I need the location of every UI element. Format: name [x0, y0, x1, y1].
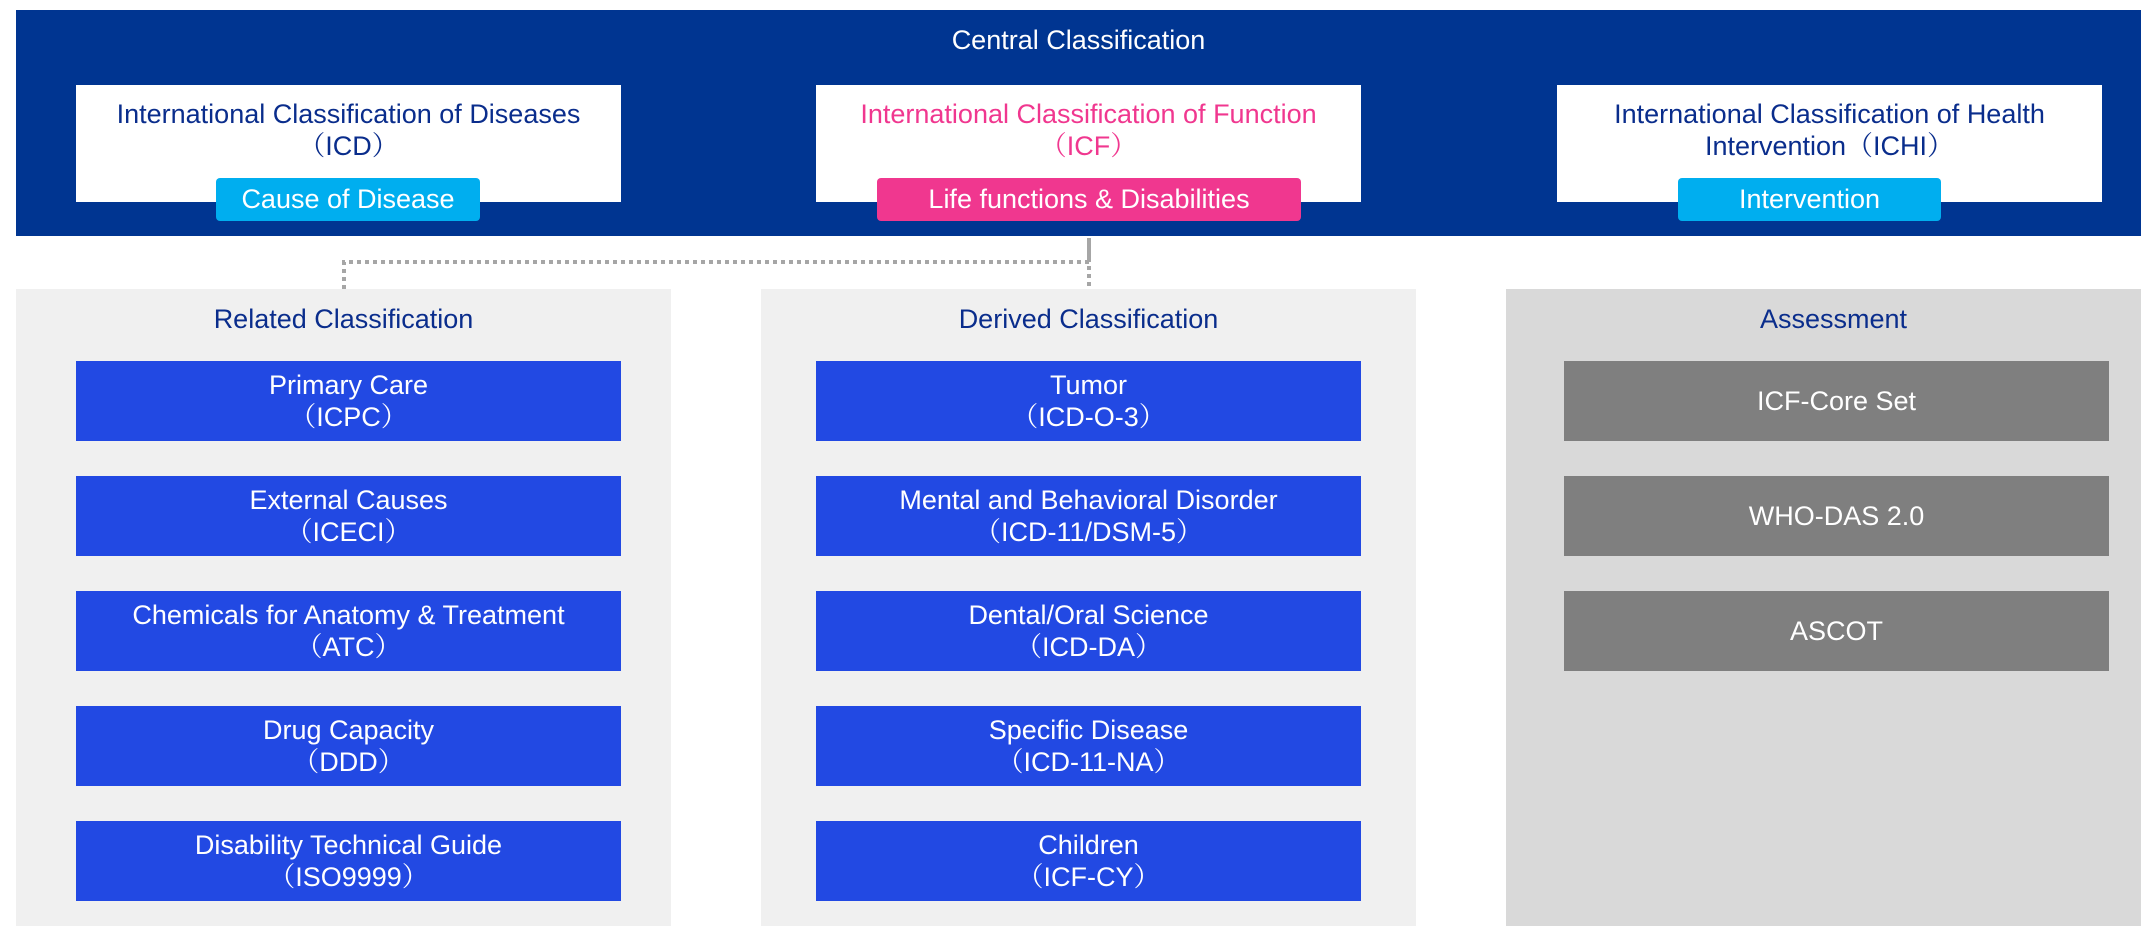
assessment-item: WHO-DAS 2.0	[1564, 476, 2109, 556]
assessment-item: ICF-Core Set	[1564, 361, 2109, 441]
assessment-item: ASCOT	[1564, 591, 2109, 671]
related-item	[76, 361, 621, 441]
derived-item-line1: Dental/Oral Science	[968, 600, 1209, 630]
icf-tag: Life functions & Disabilities	[877, 178, 1301, 221]
related-item-line2: （ISO9999）	[268, 862, 429, 892]
derived-item-line1: Specific Disease	[988, 715, 1189, 745]
related-item-line1: External Causes	[249, 485, 448, 515]
icd-card-title-line2: （ICD）	[298, 131, 399, 161]
derived-item-line1: Mental and Behavioral Disorder	[899, 485, 1278, 515]
related-classification-title: Related Classification	[213, 303, 474, 334]
icd-card-title-line1: International Classification of Diseases	[116, 99, 581, 129]
related-item-line2: （ICPC）	[289, 402, 408, 432]
related-item-line2: （ATC）	[295, 632, 402, 662]
related-item-line2: （ICECI）	[285, 517, 412, 547]
derived-item-line1: Children	[1038, 830, 1139, 860]
icf-card-title-line2: （ICF）	[1039, 131, 1138, 161]
derived-item	[816, 821, 1361, 901]
derived-item	[816, 361, 1361, 441]
related-item-line1: Drug Capacity	[262, 715, 435, 745]
central-classification-title: Central Classification	[951, 24, 1206, 55]
derived-item-line2: （ICD-O-3）	[1011, 402, 1166, 432]
icd-tag: Cause of Disease	[216, 178, 480, 221]
derived-item-line2: （ICD-11-NA）	[996, 747, 1181, 777]
related-item-line1: Primary Care	[268, 370, 429, 400]
assessment-title: Assessment	[1759, 303, 1908, 334]
related-item-line2: （DDD）	[292, 747, 405, 777]
related-item	[76, 591, 621, 671]
related-item-line1: Chemicals for Anatomy & Treatment	[132, 600, 565, 630]
icf-card-title-line1: International Classification of Function	[860, 99, 1317, 129]
derived-item-line2: （ICF-CY）	[1016, 862, 1161, 892]
derived-item-line2: （ICD-11/DSM-5）	[973, 517, 1204, 547]
ichi-tag: Intervention	[1678, 178, 1941, 221]
ichi-card-title-line2: Intervention（ICHI）	[1704, 131, 1955, 161]
related-item	[76, 706, 621, 786]
related-item-line1: Disability Technical Guide	[194, 830, 503, 860]
related-item	[76, 476, 621, 556]
related-item	[76, 821, 621, 901]
derived-item	[816, 476, 1361, 556]
derived-item-line1: Tumor	[1049, 370, 1127, 400]
ichi-card-title-line1: International Classification of Health	[1614, 99, 2045, 129]
derived-item	[816, 591, 1361, 671]
derived-item	[816, 706, 1361, 786]
derived-classification-title: Derived Classification	[958, 303, 1219, 334]
derived-item-line2: （ICD-DA）	[1015, 632, 1162, 662]
